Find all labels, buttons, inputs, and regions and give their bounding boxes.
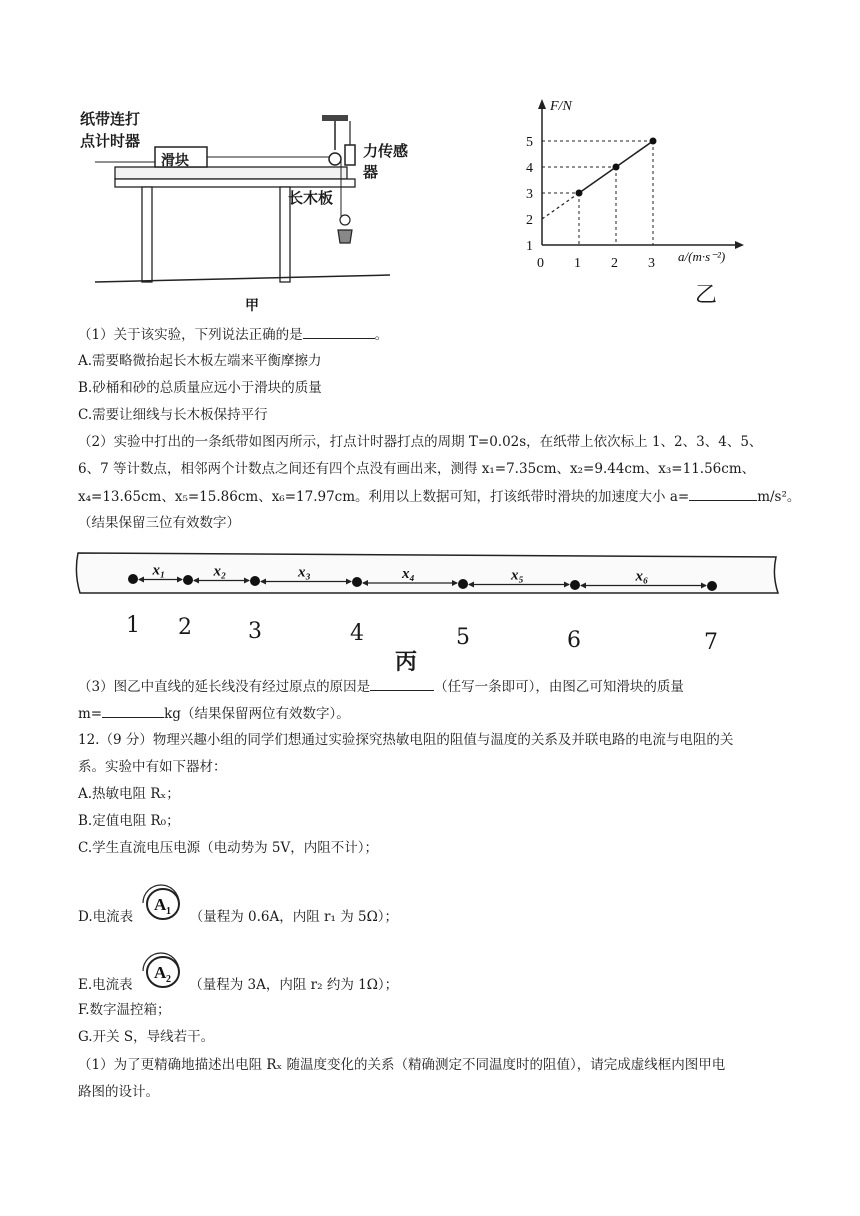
q3-mass-label: m= <box>78 706 103 722</box>
caption-jia: 甲 <box>245 298 259 314</box>
point-number-label: 7 <box>704 630 718 655</box>
x-axis-arrow <box>735 241 744 249</box>
data-point <box>576 190 583 197</box>
segment-label: x₆ <box>635 568 649 585</box>
q12-line1: 12.（9 分）物理兴趣小组的同学们想通过实验探究热敏电阻的阻值与温度的关系及并联电路的电流与电阻的关 <box>78 732 734 748</box>
paper-tape-diagram <box>70 545 790 625</box>
q12-item-c: C.学生直流电压电源（电动势为 5V，内阻不计）； <box>78 840 379 856</box>
point-number-label: 1 <box>126 613 140 638</box>
paper-tape <box>76 553 778 593</box>
q2-line4: （结果保留三位有效数字） <box>78 515 240 531</box>
count-point <box>707 581 717 591</box>
point-number-label: 4 <box>350 621 364 646</box>
q2-line3 <box>78 487 800 506</box>
x-tick-label: 2 <box>611 256 618 271</box>
q12-sub1-line2: 路图的设计。 <box>78 1084 159 1100</box>
count-point <box>458 579 468 589</box>
point-number-label: 5 <box>456 625 470 650</box>
q3-mass-blank[interactable] <box>102 704 164 718</box>
segment-label: x₁ <box>152 562 166 579</box>
ammeter-a1-sub: 1 <box>166 906 172 917</box>
segment-label: x₃ <box>298 564 311 581</box>
q1-answer-blank[interactable] <box>303 325 375 339</box>
count-point <box>183 575 193 585</box>
q3-line1-rest: （任写一条即可），由图乙可知滑块的质量 <box>434 679 684 695</box>
q12-item-a: A.热敏电阻 Rₓ； <box>78 786 180 802</box>
q12-item-d-pre: D.电流表 <box>78 909 134 925</box>
q1-option-a: A.需要略微抬起长木板左端来平衡摩擦力 <box>78 353 322 369</box>
point-number-label: 6 <box>567 628 581 653</box>
q12-item-b: B.定值电阻 R₀； <box>78 813 180 829</box>
q2-line1: （2）实验中打出的一条纸带如图丙所示，打点计时器打点的周期 T=0.02s，在纸带上依次标上 1、2、3、4、5、 <box>78 434 763 450</box>
y-tick-label: 5 <box>526 135 533 150</box>
count-point <box>570 580 580 590</box>
q12-sub1-line1: （1）为了更精确地描述出电阻 Rₓ 随温度变化的关系（精确测定不同温度时的阻值），请完成虚线框内图甲电 <box>78 1057 726 1073</box>
q1-stem-text: （1）关于该实验，下列说法正确的是 <box>78 327 303 343</box>
q3-mass-unit: kg（结果保留两位有效数字）。 <box>164 706 350 722</box>
q1-stem-end: 。 <box>374 327 389 343</box>
q2-unit: m/s²。 <box>757 489 801 505</box>
q12-line2: 系。实验中有如下器材： <box>78 759 227 775</box>
x-axis-label: a/(m·s⁻²) <box>678 249 726 264</box>
figure-jia <box>70 95 410 315</box>
ammeter-a2-letter: A <box>153 963 167 982</box>
point-number-label: 2 <box>178 615 192 640</box>
data-point <box>650 138 657 145</box>
segment-label: x₂ <box>213 563 227 580</box>
point-number-label: 3 <box>248 619 262 644</box>
q12-item-e-post: （量程为 3A，内阻 r₂ 约为 1Ω）； <box>189 977 399 993</box>
q12-item-g: G.开关 S，导线若干。 <box>78 1029 215 1045</box>
x-tick-label: 1 <box>574 256 581 271</box>
q1-option-c: C.需要让细线与长木板保持平行 <box>78 407 268 423</box>
y-axis-arrow <box>538 99 546 109</box>
q1-option-b: B.砂桶和砂的总质量应远小于滑块的质量 <box>78 380 322 396</box>
y-tick-label: 4 <box>526 161 533 176</box>
q12-item-d <box>78 895 398 940</box>
q2-line3-text: x₄=13.65cm、x₅=15.86cm、x₆=17.97cm。利用以上数据可知，打该纸带时滑块的加速度大小 a= <box>78 489 690 505</box>
label-board: 长木板 <box>288 189 334 207</box>
force-acceleration-graph <box>520 95 780 320</box>
q3-reason-blank[interactable] <box>370 677 434 691</box>
y-tick-label: 2 <box>526 213 533 228</box>
caption-bing: 丙 <box>395 649 418 675</box>
q12-item-d-post: （量程为 0.6A，内阻 r₁ 为 5Ω）； <box>189 909 399 925</box>
figure-bing <box>70 545 790 675</box>
ammeter-a1-icon <box>137 883 185 928</box>
count-point <box>128 574 138 584</box>
y-tick-label: 3 <box>526 187 533 202</box>
ammeter-a1-letter: A <box>154 895 167 914</box>
q1-stem <box>78 325 388 344</box>
data-point <box>613 164 620 171</box>
x-tick-label: 0 <box>537 256 544 271</box>
q3-line1 <box>78 677 684 696</box>
count-point <box>352 577 362 587</box>
ammeter-a2-icon <box>137 951 185 996</box>
figure-yi <box>520 95 780 320</box>
segment-label: x₅ <box>511 567 524 584</box>
q12-item-f: F.数字温控箱； <box>78 1002 171 1018</box>
caption-yi: 乙 <box>695 283 718 308</box>
q3-line1-text: （3）图乙中直线的延长线没有经过原点的原因是 <box>78 679 371 695</box>
label-sensor: 力传感器 <box>363 142 409 181</box>
q2-answer-blank[interactable] <box>689 487 757 501</box>
label-timer-1: 纸带连打 <box>80 110 141 128</box>
q2-line2: 6、7 等计数点，相邻两个计数点之间还有四个点没有画出来，测得 x₁=7.35cm、x₂=9.44cm、x₃=11.56cm、 <box>78 461 756 477</box>
ammeter-a2-sub: 2 <box>165 974 171 985</box>
y-axis-label: F/N <box>550 99 572 114</box>
y-tick-label: 1 <box>526 239 533 254</box>
count-point <box>250 576 260 586</box>
label-block: 滑块 <box>161 153 189 169</box>
extension-line <box>542 193 579 219</box>
q3-line2 <box>78 704 350 723</box>
x-tick-label: 3 <box>648 256 655 271</box>
segment-label: x₄ <box>402 566 415 582</box>
label-timer-2: 点计时器 <box>80 132 141 150</box>
q12-item-e-pre: E.电流表 <box>78 977 133 993</box>
